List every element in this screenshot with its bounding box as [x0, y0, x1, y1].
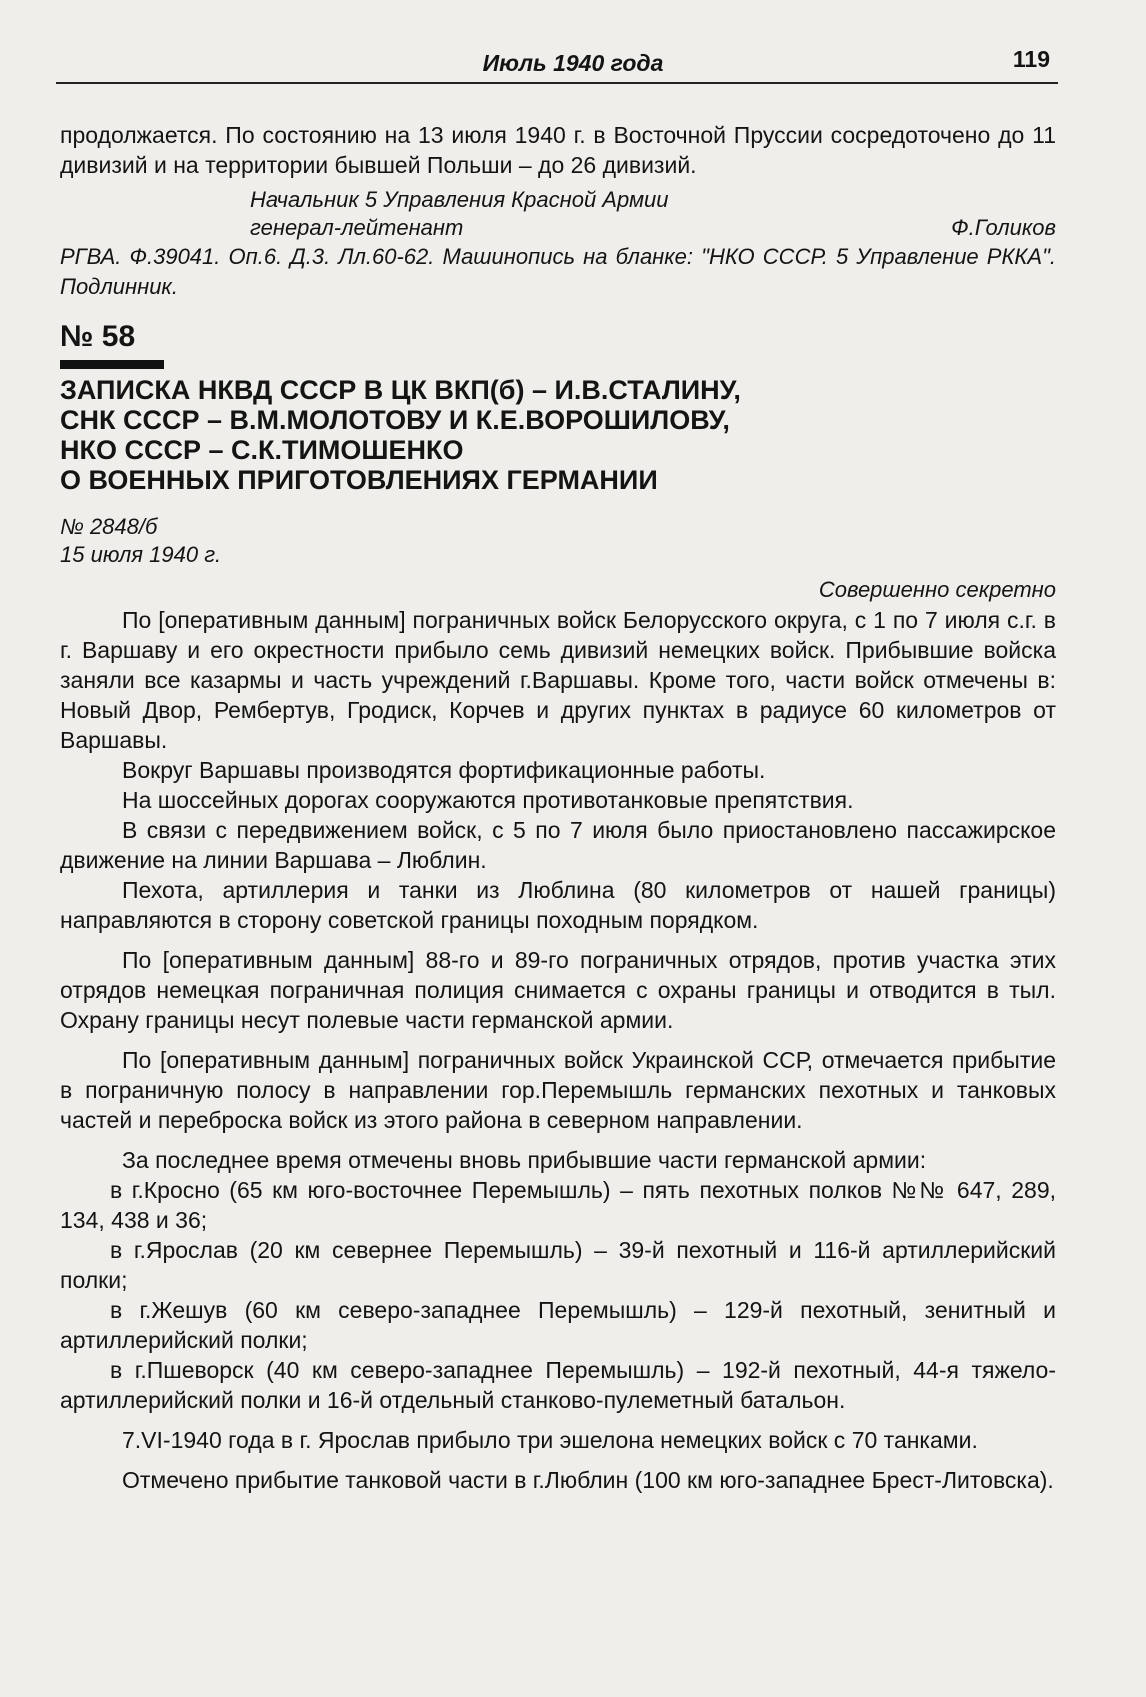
list-item: в г.Жешув (60 км северо-западнее Перемышль) – 129-й пехотный, зенитный и артиллерийский полки; — [60, 1297, 1056, 1353]
page-number: 119 — [1012, 46, 1050, 72]
signer-name: Ф.Голиков — [951, 215, 1056, 240]
paragraph: Вокруг Варшавы производятся фортификационные работы. — [122, 757, 766, 783]
document-title-line: НКО СССР – С.К.ТИМОШЕНКО — [60, 435, 464, 465]
paragraph: 7.VI-1940 года в г. Ярослав прибыло три эшелона немецких войск с 70 танками. — [122, 1427, 978, 1453]
paragraph: В связи с передвижением войск, с 5 по 7 июля было приостановлено пассажирское движение на линии Варшава – Люблин. — [60, 817, 1056, 873]
document-title-line: ЗАПИСКА НКВД СССР В ЦК ВКП(б) – И.В.СТАЛИНУ, — [60, 375, 741, 405]
archive-source: РГВА. Ф.39041. Оп.6. Д.3. Лл.60-62. Машинопись на бланке: "НКО СССР. 5 Управление РККА". Подлинник. — [60, 244, 1056, 299]
registration-number: № 2848/б — [60, 514, 158, 539]
paragraph: За последнее время отмечены вновь прибывшие части германской армии: — [122, 1147, 927, 1173]
registration-info — [60, 513, 1056, 569]
list-item: в г.Пшеворск (40 км северо-западнее Перемышль) – 192-й пехотный, 44-я тяжело-артиллерийский полки и 16-й отдельный станково-пулеметный батальон. — [60, 1357, 1056, 1413]
document-title — [60, 375, 1056, 495]
paragraph: Пехота, артиллерия и танки из Люблина (80 километров от нашей границы) направляются в сторону советской границы походным порядком. — [60, 877, 1056, 933]
document-date: 15 июля 1940 г. — [60, 542, 222, 567]
document-number-bar — [60, 360, 164, 369]
list-item: в г.Кросно (65 км юго-восточнее Перемышль) – пять пехотных полков №№ 647, 289, 134, 438 и 36; — [60, 1177, 1056, 1233]
page-body — [60, 120, 1056, 1495]
paragraph: Отмечено прибытие танковой части в г.Люблин (100 км юго-западнее Брест-Литовска). — [122, 1467, 1054, 1493]
paragraph: По [оперативным данным] 88-го и 89-го пограничных отрядов, против участка этих отрядов немецкая пограничная полиция снимается с охраны границы и отводится в тыл. Охрану границы несут полевые части германской армии. — [60, 947, 1056, 1033]
document-title-line: О ВОЕННЫХ ПРИГОТОВЛЕНИЯХ ГЕРМАНИИ — [60, 465, 658, 495]
paragraph: На шоссейных дорогах сооружаются противотанковые препятствия. — [122, 787, 854, 813]
list-item: в г.Ярослав (20 км севернее Перемышль) – 39-й пехотный и 116-й артиллерийский полки; — [60, 1237, 1056, 1293]
paragraph: По [оперативным данным] пограничных войск Белорусского округа, с 1 по 7 июля с.г. в г. Варшаву и его окрестности прибыло семь дивизий немецких войск. Прибывшие войска заняли все казармы и часть учреждений г.Варшавы. Кроме того, части войск отмечены в: Новый Двор, Рембертув, Гродиск, Корчев и других пунктах в радиусе 60 километров от Варшавы. — [60, 607, 1056, 753]
paragraph: По [оперативным данным] пограничных войск Украинской ССР, отмечается прибытие в пограничную полосу в направлении гор.Перемышль германских пехотных и танковых частей и переброска войск из этого района в северном направлении. — [60, 1047, 1056, 1133]
signature-block — [60, 186, 1056, 242]
classification-label: Совершенно секретно — [818, 577, 1056, 602]
signer-position-line1: Начальник 5 Управления Красной Армии — [250, 187, 669, 212]
document-title-line: СНК СССР – В.М.МОЛОТОВУ И К.Е.ВОРОШИЛОВУ, — [60, 405, 730, 435]
header-rule — [56, 82, 1058, 84]
document-number: № 58 — [60, 320, 136, 353]
signer-position-line2: генерал-лейтенант — [250, 215, 464, 240]
previous-document-ending: продолжается. По состоянию на 13 июля 1940 г. в Восточной Пруссии сосредоточено до 11 дивизий и на территории бывшей Польши – до 26 дивизий. — [60, 122, 1056, 178]
running-title: Июль 1940 года — [482, 50, 664, 76]
